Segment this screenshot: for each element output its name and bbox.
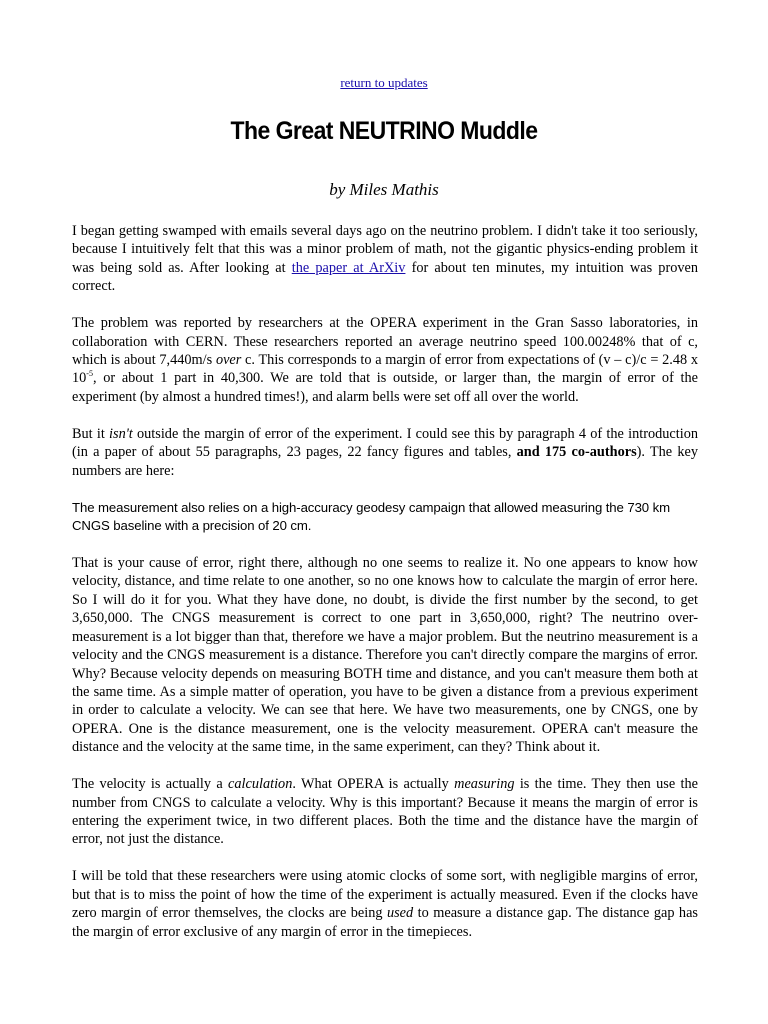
paragraph-3-emphasis-isnt: isn't	[109, 425, 133, 442]
paragraph-5-text-b: . What OPERA is actually	[292, 776, 455, 793]
quoted-passage: The measurement also relies on a high-accuracy geodesy campaign that allowed measuring the 730 km CNGS baseline with a precision of 20 cm.	[72, 499, 670, 534]
paragraph-5-text-a: The velocity is actually a	[72, 776, 229, 793]
paragraph-4: That is your cause of error, right there, although no one seems to realize it. No one appears to know how velocity, distance, and time relate to one another, so no one knows how to calculate the margin of error here. So I will do it for you. What they have done, no doubt, is divide the first number by the second, to get 3,650,000. The CNGS measurement is correct to one part in 3,650,000, right? The neutrino over-measurement is a lot bigger than that, therefore we have a major problem. But the neutrino measurement is a velocity and the CNGS measurement is a distance. Therefore you can't directly compare the margins of error. Why? Because velocity depends on measuring BOTH time and distance, and you can't measure them both at the same time. As a simple matter of operation, you have to be given a distance from a previous experiment in order to calculate a velocity. We can see that here. We have two measurements, one by CNGS, one by OPERA. One is the distance measurement, one is the velocity measurement. OPERA can't measure the distance and the velocity at the same time, in the same experiment, can they? Think about it.	[72, 555, 698, 756]
paragraph-3-text-a: But it	[72, 425, 110, 442]
paragraph-2-emphasis-over: over	[215, 352, 242, 369]
return-to-updates-link[interactable]: return to updates	[340, 75, 428, 90]
paragraph-6	[72, 867, 698, 941]
paragraph-5-emphasis-measuring: measuring	[454, 776, 515, 793]
paragraph-3-bold-coauthors: and 175 co-authors	[516, 444, 637, 461]
arxiv-paper-link[interactable]: the paper at ArXiv	[291, 259, 406, 276]
exponent: -5	[86, 369, 93, 379]
paragraph-5-text-c: is the time. They then use the number from CNGS to calculate a velocity. Why is this important? Because it means the margin of error is entering the experiment twice, in two different places. Both the time and the distance have the margin of error, not just the distance.	[72, 776, 698, 848]
paragraph-2-text-a: The problem was reported by researchers at the OPERA experiment in the Gran Sasso laboratories, in collaboration with CERN. These researchers reported an average neutrino speed 100.00248% that of c, which is about 7,440m/s	[72, 315, 698, 369]
page-title: The Great NEUTRINO Muddle	[230, 117, 538, 145]
paragraph-1	[72, 222, 698, 296]
paragraph-1-text-b: for about ten minutes, my intuition was proven correct.	[72, 259, 699, 295]
paragraph-6-text-a: I will be told that these researchers were using atomic clocks of some sort, with negligible margins of error, but that is to miss the point of how the time of the experiment is actually measured. Even if the clocks have zero margin of error themselves, the clocks are being	[72, 868, 698, 922]
paragraph-5	[72, 775, 698, 849]
return-link-container	[0, 74, 768, 92]
byline: by Miles Mathis	[329, 180, 439, 199]
paragraph-2-text-b: c. This corresponds to a margin of error from expectations of (v – c)/c = 2.48 x 10	[72, 352, 698, 387]
article-body	[72, 222, 698, 960]
paragraph-2-text-c: , or about 1 part in 40,300. We are told that is outside, or larger than, the margin of error of the experiment (by almost a hundred times!), and alarm bells were set off all over the world.	[72, 370, 698, 405]
paragraph-3	[72, 425, 698, 480]
paragraph-5-emphasis-calculation: calculation	[228, 776, 293, 793]
paragraph-6-emphasis-used: used	[386, 905, 414, 922]
paragraph-3-text-b: outside the margin of error of the experiment. I could see this by paragraph 4 of the introduction (in a paper of about 55 paragraphs, 23 pages, 22 fancy figures and tables,	[72, 425, 698, 461]
paragraph-2	[72, 314, 698, 406]
paragraph-3-text-c: ). The key numbers are here:	[72, 444, 698, 479]
paragraph-1-text-a: I began getting swamped with emails several days ago on the neutrino problem. I didn't take it too seriously, because I intuitively felt that this was a minor problem of math, not the gigantic physics-ending problem it was being sold as. After looking at	[72, 223, 698, 276]
paragraph-6-text-b: to measure a distance gap. The distance gap has the margin of error exclusive of any margin of error in the timepieces.	[72, 905, 698, 940]
